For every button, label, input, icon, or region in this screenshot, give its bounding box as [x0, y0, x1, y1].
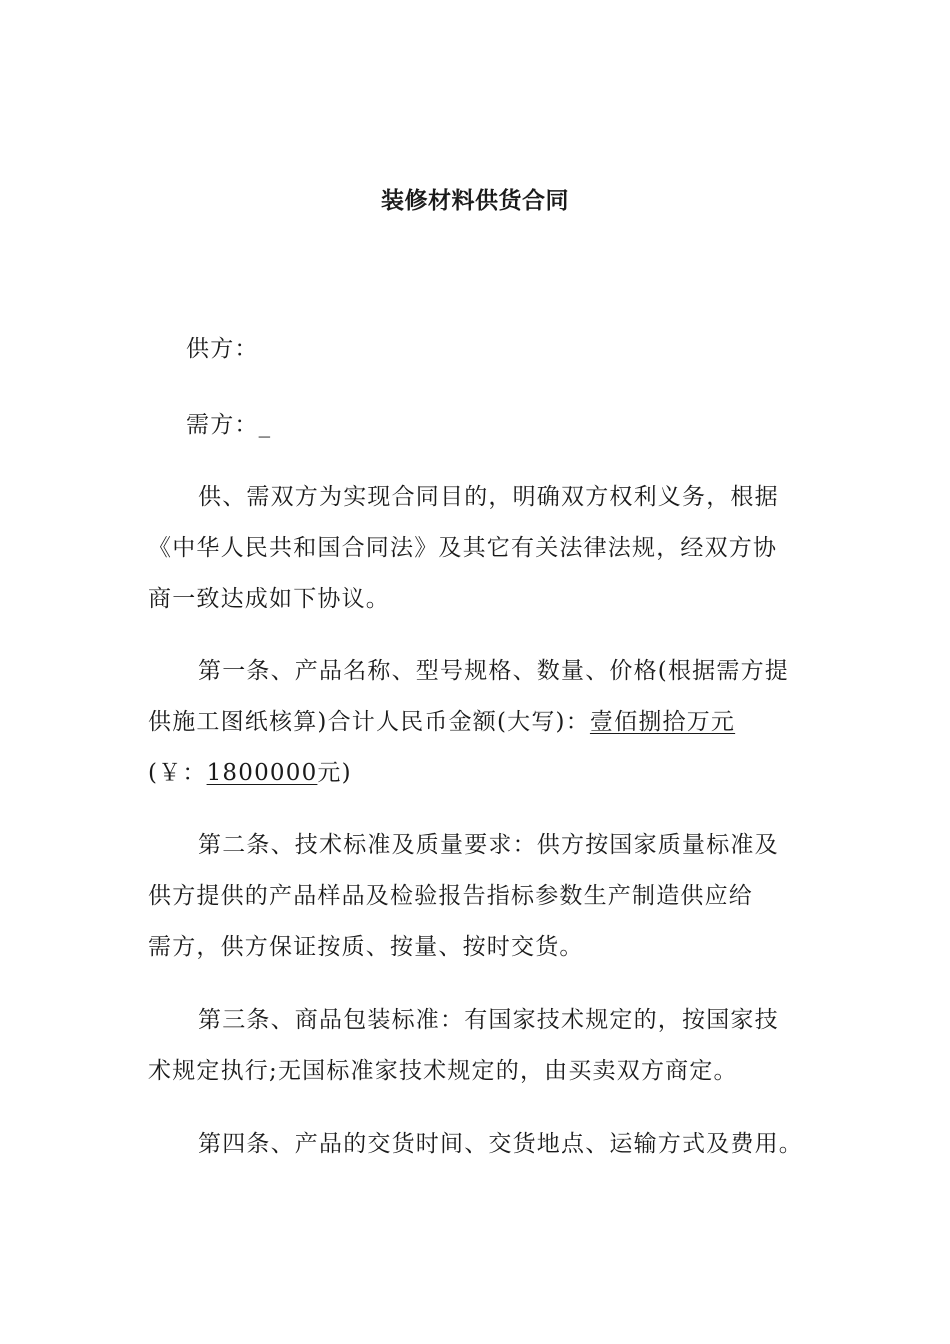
article-line [148, 758, 808, 788]
article-line: 需方，供方保证按质、按量、按时交货。 [148, 934, 584, 960]
supplier-field: 供方： [186, 336, 259, 362]
buyer-field: 需方：_ [186, 412, 272, 438]
article-text: 元) [317, 760, 352, 786]
article-line: 供方提供的产品样品及检验报告指标参数生产制造供应给 [148, 883, 753, 909]
intro-line: 《中华人民共和国合同法》及其它有关法律法规，经双方协 [148, 535, 778, 561]
article-text: 供施工图纸核算)合计人民币金额(大写)： [148, 709, 590, 735]
article-line: 术规定执行;无国标准家技术规定的，由买卖双方商定。 [148, 1058, 738, 1084]
intro-line: 供、需双方为实现合同目的，明确双方权利义务，根据 [198, 484, 779, 510]
intro-line: 商一致达成如下协议。 [148, 586, 390, 612]
article-line: 第二条、技术标准及质量要求：供方按国家质量标准及 [198, 832, 779, 858]
article-line [148, 707, 808, 737]
article-line: 第三条、商品包装标准：有国家技术规定的，按国家技 [198, 1007, 779, 1033]
amount-upper: 壹佰捌拾万元 [589, 709, 736, 735]
document-title: 装修材料供货合同 [381, 188, 569, 214]
amount-number: 1800000 [206, 760, 318, 786]
article-line: 第一条、产品名称、型号规格、数量、价格(根据需方提 [198, 658, 789, 684]
article-text: (￥： [148, 760, 207, 786]
article-line: 第四条、产品的交货时间、交货地点、运输方式及费用。 [198, 1131, 803, 1157]
